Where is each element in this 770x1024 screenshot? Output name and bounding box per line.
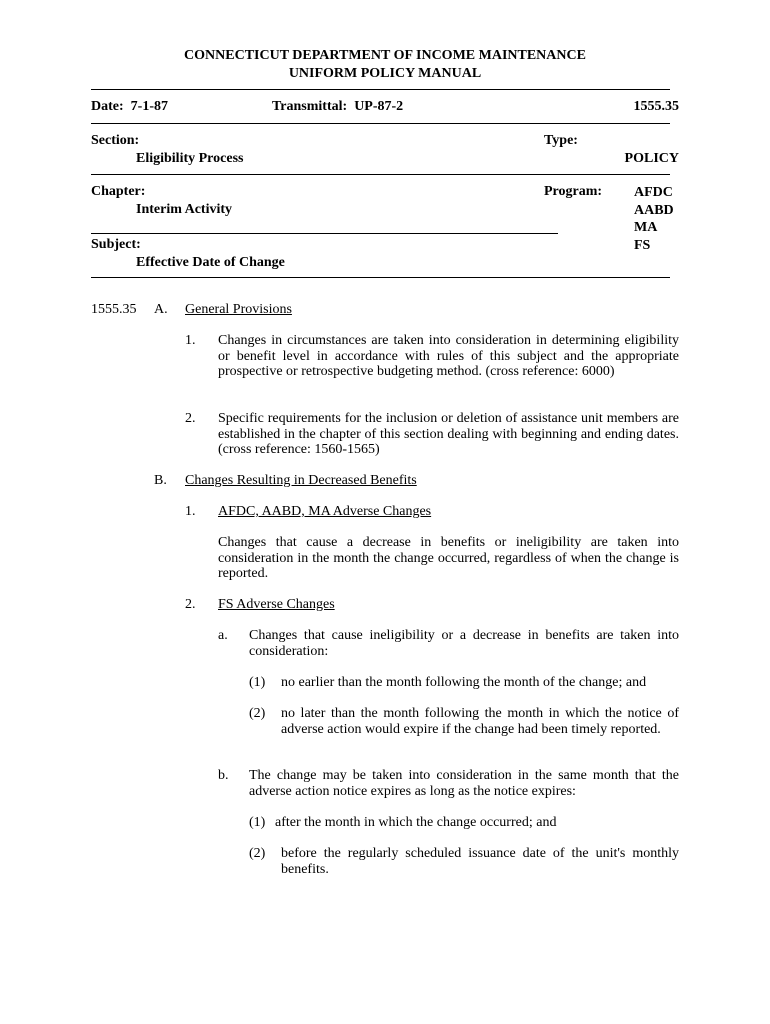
item-number: (1)	[249, 675, 266, 690]
chapter-value: Interim Activity	[136, 202, 233, 217]
item-number: 2.	[185, 597, 196, 612]
section-number: 1555.35	[91, 302, 137, 317]
item-number: (2)	[249, 846, 266, 861]
paragraph: no later than the month following the month in which the notice of adverse action would expire if the change had been timely reported.	[281, 706, 679, 737]
section-label: Section:	[91, 133, 140, 148]
program-label: Program:	[544, 184, 603, 199]
paragraph: Specific requirements for the inclusion or deletion of assistance unit members are established in the chapter of this section dealing with beginning and ending dates. (cross reference: 1560-1565)	[218, 411, 679, 457]
subject-value: Effective Date of Change	[136, 255, 285, 270]
section-heading: Changes Resulting in Decreased Benefits	[185, 473, 417, 488]
divider	[91, 277, 670, 278]
section-value: Eligibility Process	[136, 151, 244, 166]
section-heading: General Provisions	[185, 302, 292, 317]
divider	[91, 89, 670, 90]
item-number: 2.	[185, 411, 196, 426]
transmittal-label: Transmittal:	[272, 99, 348, 114]
program-item: MA	[634, 220, 658, 235]
program-item: AABD	[634, 202, 674, 218]
transmittal-field	[272, 99, 403, 115]
paragraph: Changes that cause a decrease in benefits or ineligibility are taken into consideration in the month the change occurred, regardless of when the change is reported.	[218, 535, 679, 581]
divider	[91, 174, 670, 175]
agency-title: CONNECTICUT DEPARTMENT OF INCOME MAINTENANCE	[184, 48, 586, 63]
type-value: POLICY	[624, 151, 679, 166]
date-value: 7-1-87	[130, 99, 168, 114]
item-letter: A.	[154, 302, 168, 317]
item-number: (2)	[249, 706, 266, 721]
paragraph: before the regularly scheduled issuance date of the unit's monthly benefits.	[281, 846, 679, 877]
paragraph: after the month in which the change occurred; and	[275, 815, 557, 830]
chapter-label: Chapter:	[91, 184, 146, 199]
item-number: 1.	[185, 333, 196, 348]
subsection-heading: FS Adverse Changes	[218, 597, 335, 612]
item-letter: b.	[218, 768, 229, 783]
item-number: (1)	[249, 815, 266, 830]
item-number: 1.	[185, 504, 196, 519]
transmittal-value: UP-87-2	[354, 99, 404, 114]
manual-title: UNIFORM POLICY MANUAL	[288, 66, 482, 81]
subsection-heading: AFDC, AABD, MA Adverse Changes	[218, 504, 432, 519]
item-letter: B.	[154, 473, 167, 488]
divider	[91, 123, 670, 124]
policy-code: 1555.35	[633, 99, 679, 114]
item-letter: a.	[218, 628, 228, 643]
subject-label: Subject:	[91, 237, 141, 252]
type-label: Type:	[544, 133, 578, 148]
divider	[91, 233, 558, 234]
program-item: FS	[634, 237, 651, 253]
paragraph: Changes that cause ineligibility or a decrease in benefits are taken into consideration:	[249, 628, 679, 659]
program-item: AFDC	[634, 185, 673, 200]
date-field	[91, 99, 168, 115]
paragraph: Changes in circumstances are taken into consideration in determining eligibility or benefit level in accordance with rules of this subject and the appropriate prospective or retrospective budgeting method. (cross reference: 6000)	[218, 333, 679, 379]
paragraph: no earlier than the month following the month of the change; and	[281, 675, 647, 690]
paragraph: The change may be taken into consideration in the same month that the adverse action notice expires as long as the notice expires:	[249, 768, 679, 799]
date-label: Date:	[91, 99, 124, 114]
program-list	[634, 184, 674, 254]
